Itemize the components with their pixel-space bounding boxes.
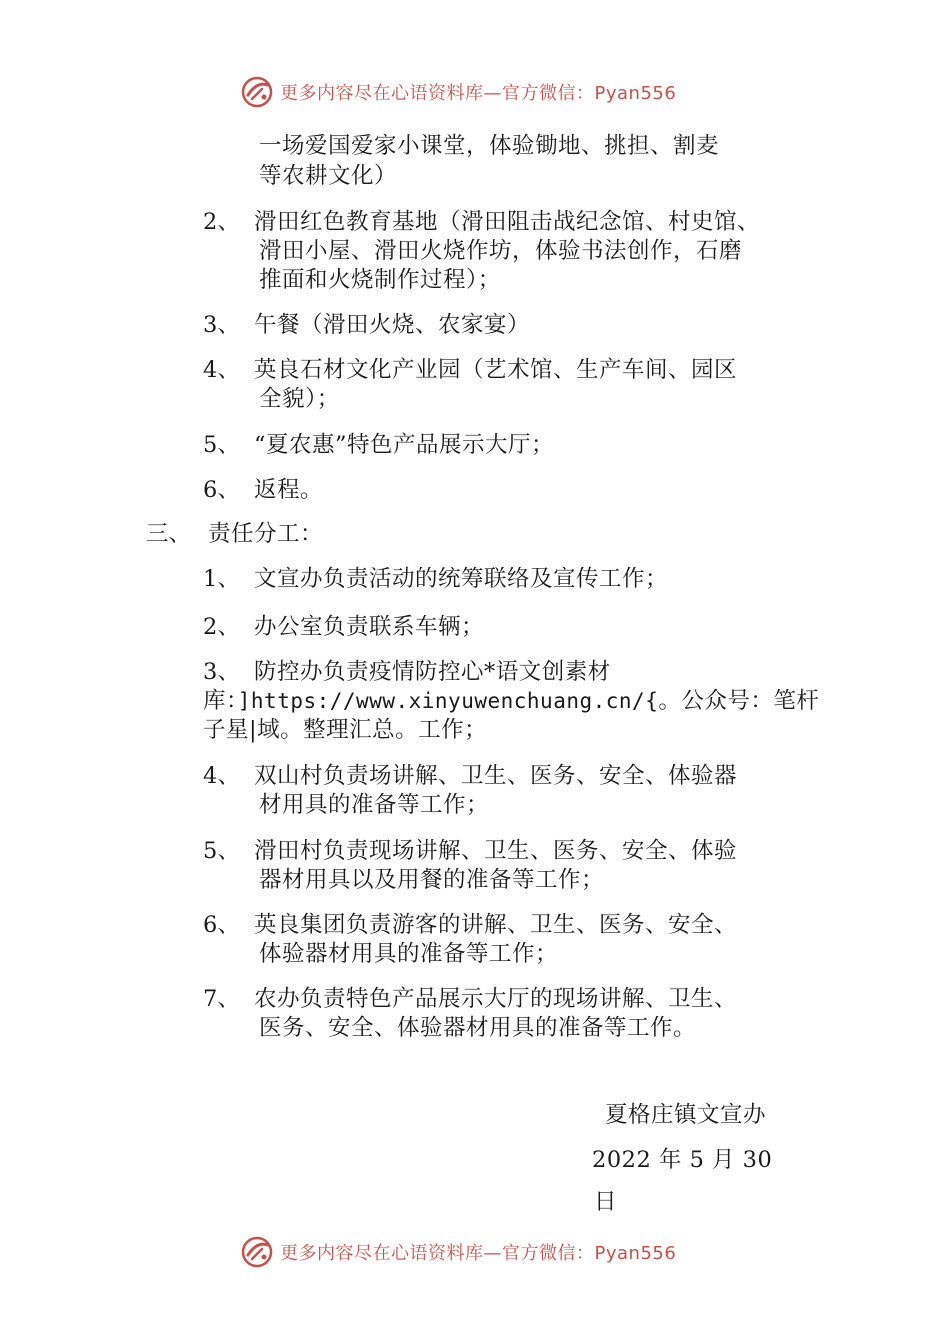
- signature-date-day: 日: [594, 1189, 618, 1215]
- signature-org: 夏格庄镇文宣办: [605, 1102, 767, 1128]
- text-line: 英良石材文化产业园（艺术馆、生产车间、园区: [254, 357, 738, 383]
- text-line: 全貌）；: [259, 386, 340, 412]
- text-line: 推面和火烧制作过程）；: [259, 267, 501, 293]
- list-number: 4、: [203, 357, 240, 383]
- section-number: 三、: [146, 521, 192, 547]
- text-line: 等农耕文化）: [259, 163, 398, 189]
- text-line: 器材用具以及用餐的准备等工作；: [259, 867, 605, 893]
- list-number: 6、: [203, 477, 240, 503]
- header-banner-brand: Pyan556: [594, 83, 677, 104]
- text-line: 体验器材用具的准备等工作；: [259, 941, 559, 967]
- list-number: 5、: [203, 838, 240, 864]
- footer-banner-brand: Pyan556: [594, 1243, 677, 1264]
- text-line: 滑田村负责现场讲解、卫生、医务、安全、体验: [254, 838, 738, 864]
- text-line: 英良集团负责游客的讲解、卫生、医务、安全、: [254, 912, 738, 938]
- section-heading: 责任分工：: [208, 521, 324, 547]
- text-line: “夏农惠”特色产品展示大厅；: [254, 432, 555, 458]
- text-line: 午餐（滑田火烧、农家宴）: [254, 312, 531, 338]
- list-number: 3、: [203, 312, 240, 338]
- text-line: 办公室负责联系车辆；: [254, 614, 485, 640]
- text-line: 库：]https://www.xinyuwenchuang.cn/{。公众号：笔杆: [203, 688, 820, 714]
- list-number: 2、: [203, 209, 240, 235]
- list-number: 5、: [203, 432, 240, 458]
- text-line: 文宣办负责活动的统筹联络及宣传工作；: [254, 566, 669, 592]
- list-number: 7、: [203, 986, 240, 1012]
- brand-logo-icon: [240, 1235, 274, 1269]
- text-line: 一场爱国爱家小课堂，体验锄地、挑担、割麦: [259, 133, 720, 159]
- list-number: 3、: [203, 659, 240, 685]
- list-number: 2、: [203, 614, 240, 640]
- text-line: 返程。: [254, 477, 324, 503]
- list-number: 4、: [203, 763, 240, 789]
- footer-watermark-banner: [240, 1234, 676, 1270]
- brand-logo-icon: [240, 75, 274, 109]
- text-line: 材用具的准备等工作；: [259, 792, 490, 818]
- url-text: ]https://www.xinyuwenchuang.cn/{: [237, 689, 659, 713]
- text-line: 双山村负责场讲解、卫生、医务、安全、体验器: [254, 763, 738, 789]
- text-line: 滑田红色教育基地（滑田阻击战纪念馆、村史馆、: [254, 209, 761, 235]
- text-line: 农办负责特色产品展示大厅的现场讲解、卫生、: [254, 986, 738, 1012]
- text-line: 滑田小屋、滑田火烧作坊，体验书法创作，石磨: [259, 238, 743, 264]
- text-line: 防控办负责疫情防控心*语文创素材: [254, 659, 611, 685]
- text-line: 医务、安全、体验器材用具的准备等工作。: [259, 1015, 697, 1041]
- text-line: 子星|域。整理汇总。工作；: [203, 717, 488, 743]
- signature-date: 2022 年 5 月 30: [592, 1147, 773, 1173]
- header-banner-text: 更多内容尽在心语资料库—官方微信：Pyan556: [280, 83, 677, 104]
- list-number: 6、: [203, 912, 240, 938]
- list-number: 1、: [203, 566, 240, 592]
- footer-banner-text: 更多内容尽在心语资料库—官方微信：Pyan556: [280, 1243, 677, 1264]
- header-watermark-banner: [240, 74, 676, 110]
